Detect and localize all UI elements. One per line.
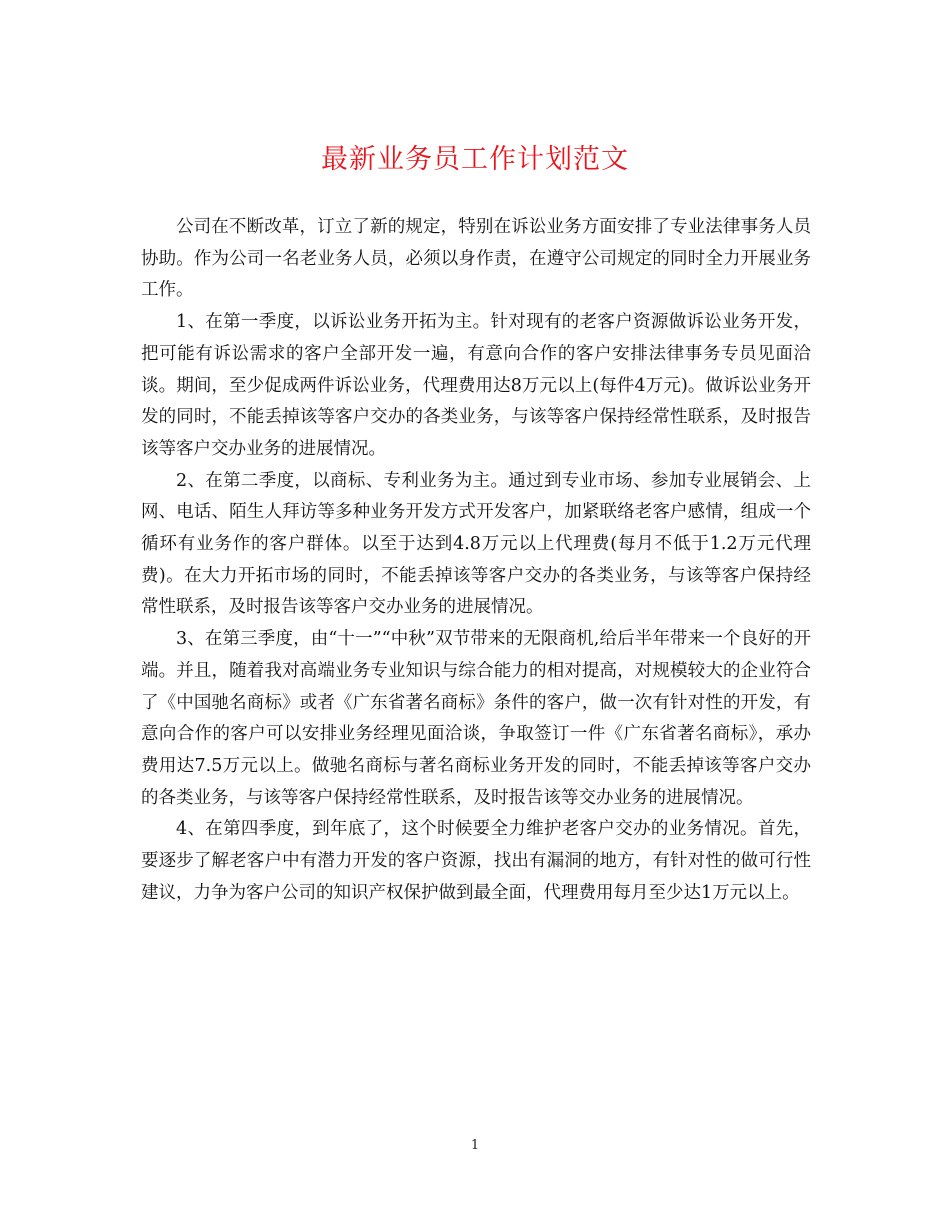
paragraph-q3: 3、在第三季度，由“十一”“中秋”双节带来的无限商机,给后半年带来一个良好的开端。并且，随着我对高端业务专业知识与综合能力的相对提高，对规模较大的企业符合了《中国驰名商标》或者《广东省著名商标》条件的客户，做一次有针对性的开发，有意向合作的客户可以安排业务经理见面洽谈，争取签订一件《广东省著名商标》，承办费用达7.5万元以上。做驰名商标与著名商标业务开发的同时，不能丢掉该等客户交办的各类业务，与该等客户保持经常性联系，及时报告该等交办业务的进展情况。 [141,629,811,808]
paragraph-q1: 1、在第一季度，以诉讼业务开拓为主。针对现有的老客户资源做诉讼业务开发，把可能有诉讼需求的客户全部开发一遍，有意向合作的客户安排法律事务专员见面洽谈。期间，至少促成两件诉讼业务，代理费用达8万元以上(每件4万元)。做诉讼业务开发的同时，不能丢掉该等客户交办的各类业务，与该等客户保持经常性联系，及时报告该等客户交办业务的进展情况。 [141,312,811,459]
paragraph-q4: 4、在第四季度，到年底了，这个时候要全力维护老客户交办的业务情况。首先，要逐步了解老客户中有潜力开发的客户资源，找出有漏洞的地方，有针对性的做可行性建议，力争为客户公司的知识产权保护做到最全面，代理费用每月至少达1万元以上。 [141,819,811,903]
paragraph-q2: 2、在第二季度，以商标、专利业务为主。通过到专业市场、参加专业展销会、上网、电话、陌生人拜访等多种业务开发方式开发客户，加紧联络老客户感情，组成一个循环有业务作的客户群体。以至于达到4.8万元以上代理费(每月不低于1.2万元代理费)。在大力开拓市场的同时，不能丢掉该等客户交办的各类业务，与该等客户保持经常性联系，及时报告该等客户交办业务的进展情况。 [141,470,811,618]
document-body [141,212,811,909]
page-number: 1 [470,1138,480,1153]
document-title: 最新业务员工作计划范文 [321,144,629,175]
paragraph-intro: 公司在不断改革，订立了新的规定，特别在诉讼业务方面安排了专业法律事务人员协助。作为公司一名老业务人员，必须以身作责，在遵守公司规定的同时全力开展业务工作。 [141,217,811,301]
